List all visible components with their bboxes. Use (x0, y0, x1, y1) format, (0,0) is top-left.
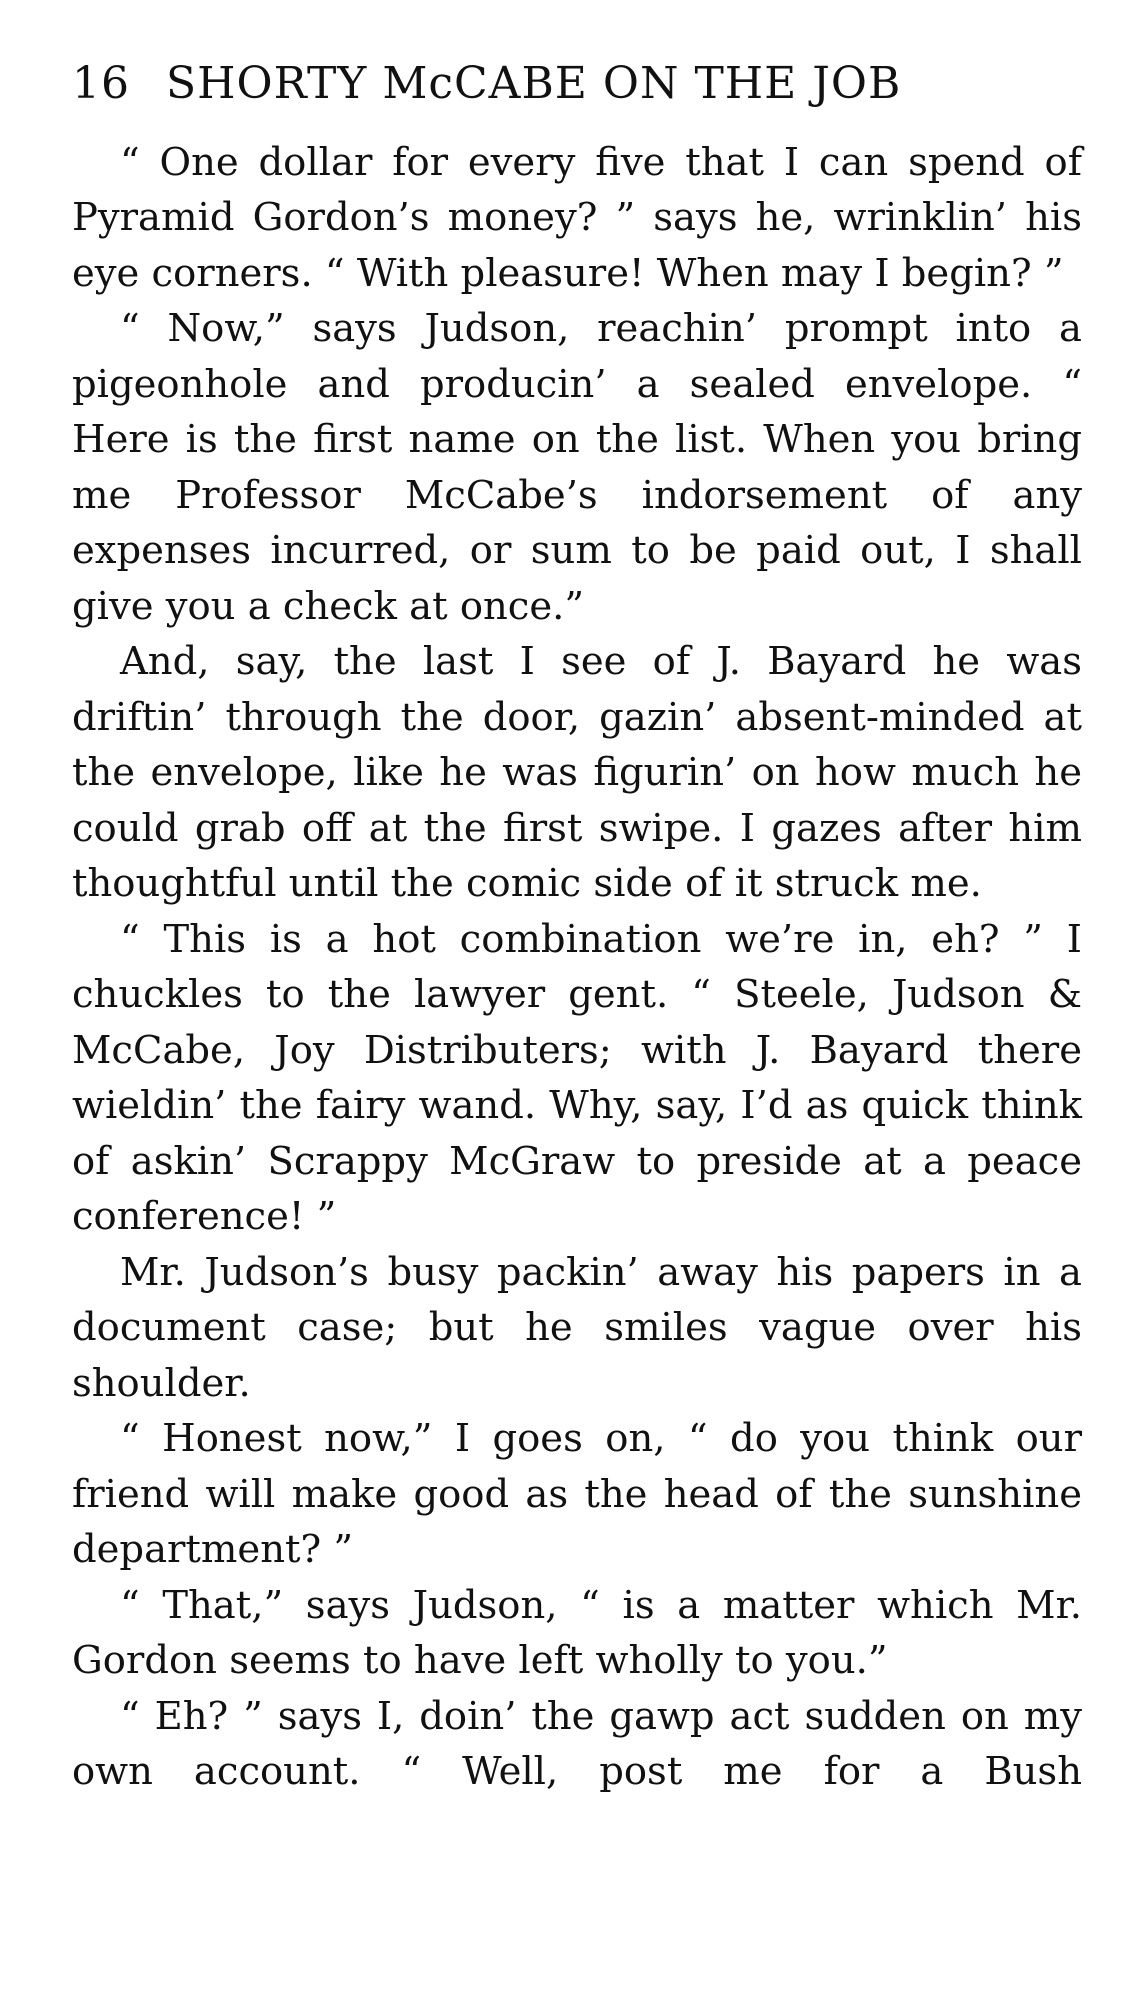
paragraph: “ Honest now,” I goes on, “ do you think our friend will make good as the head of the sunshine department? ” (72, 1416, 1082, 1573)
paragraph: “ That,” says Judson, “ is a matter which Mr. Gordon seems to have left wholly to you.” (72, 1582, 1082, 1684)
paragraph-last: “ Eh? ” says I, doin’ the gawp act sudden on my own account. “ Well, post me for a Bush (72, 1693, 1082, 1795)
paragraph: “ Now,” says Judson, reachin’ prompt into a pigeonhole and producin’ a sealed envelope. “ Here is the first name on the list. When you bring me Professor McCabe’s indorsement of any expenses incurred, or sum to be paid out, I shall give you a check at once.” (72, 306, 1082, 629)
book-page (72, 58, 1082, 1800)
page-number: 16 (72, 58, 130, 109)
paragraph: Mr. Judson’s busy packin’ away his papers in a document case; but he smiles vague over his shoulder. (72, 1249, 1082, 1406)
text-body (72, 135, 1082, 1800)
running-title: SHORTY McCABE ON THE JOB (166, 58, 902, 109)
paragraph: “ One dollar for every five that I can spend of Pyramid Gordon’s money? ” says he, wrinklin’ his eye corners. “ With pleasure! When may I begin? ” (72, 139, 1082, 296)
paragraph: “ This is a hot combination we’re in, eh? ” I chuckles to the lawyer gent. “ Steele, Judson & McCabe, Joy Distributers; with J. Bayard there wieldin’ the fairy wand. Why, say, I’d as quick think of askin’ Scrappy McGraw to preside at a peace conference! ” (72, 916, 1082, 1240)
running-head (72, 58, 1082, 111)
paragraph: And, say, the last I see of J. Bayard he was driftin’ through the door, gazin’ absent-minded at the envelope, like he was figurin’ on how much he could grab off at the first swipe. I gazes after him thoughtful until the comic side of it struck me. (72, 639, 1082, 907)
